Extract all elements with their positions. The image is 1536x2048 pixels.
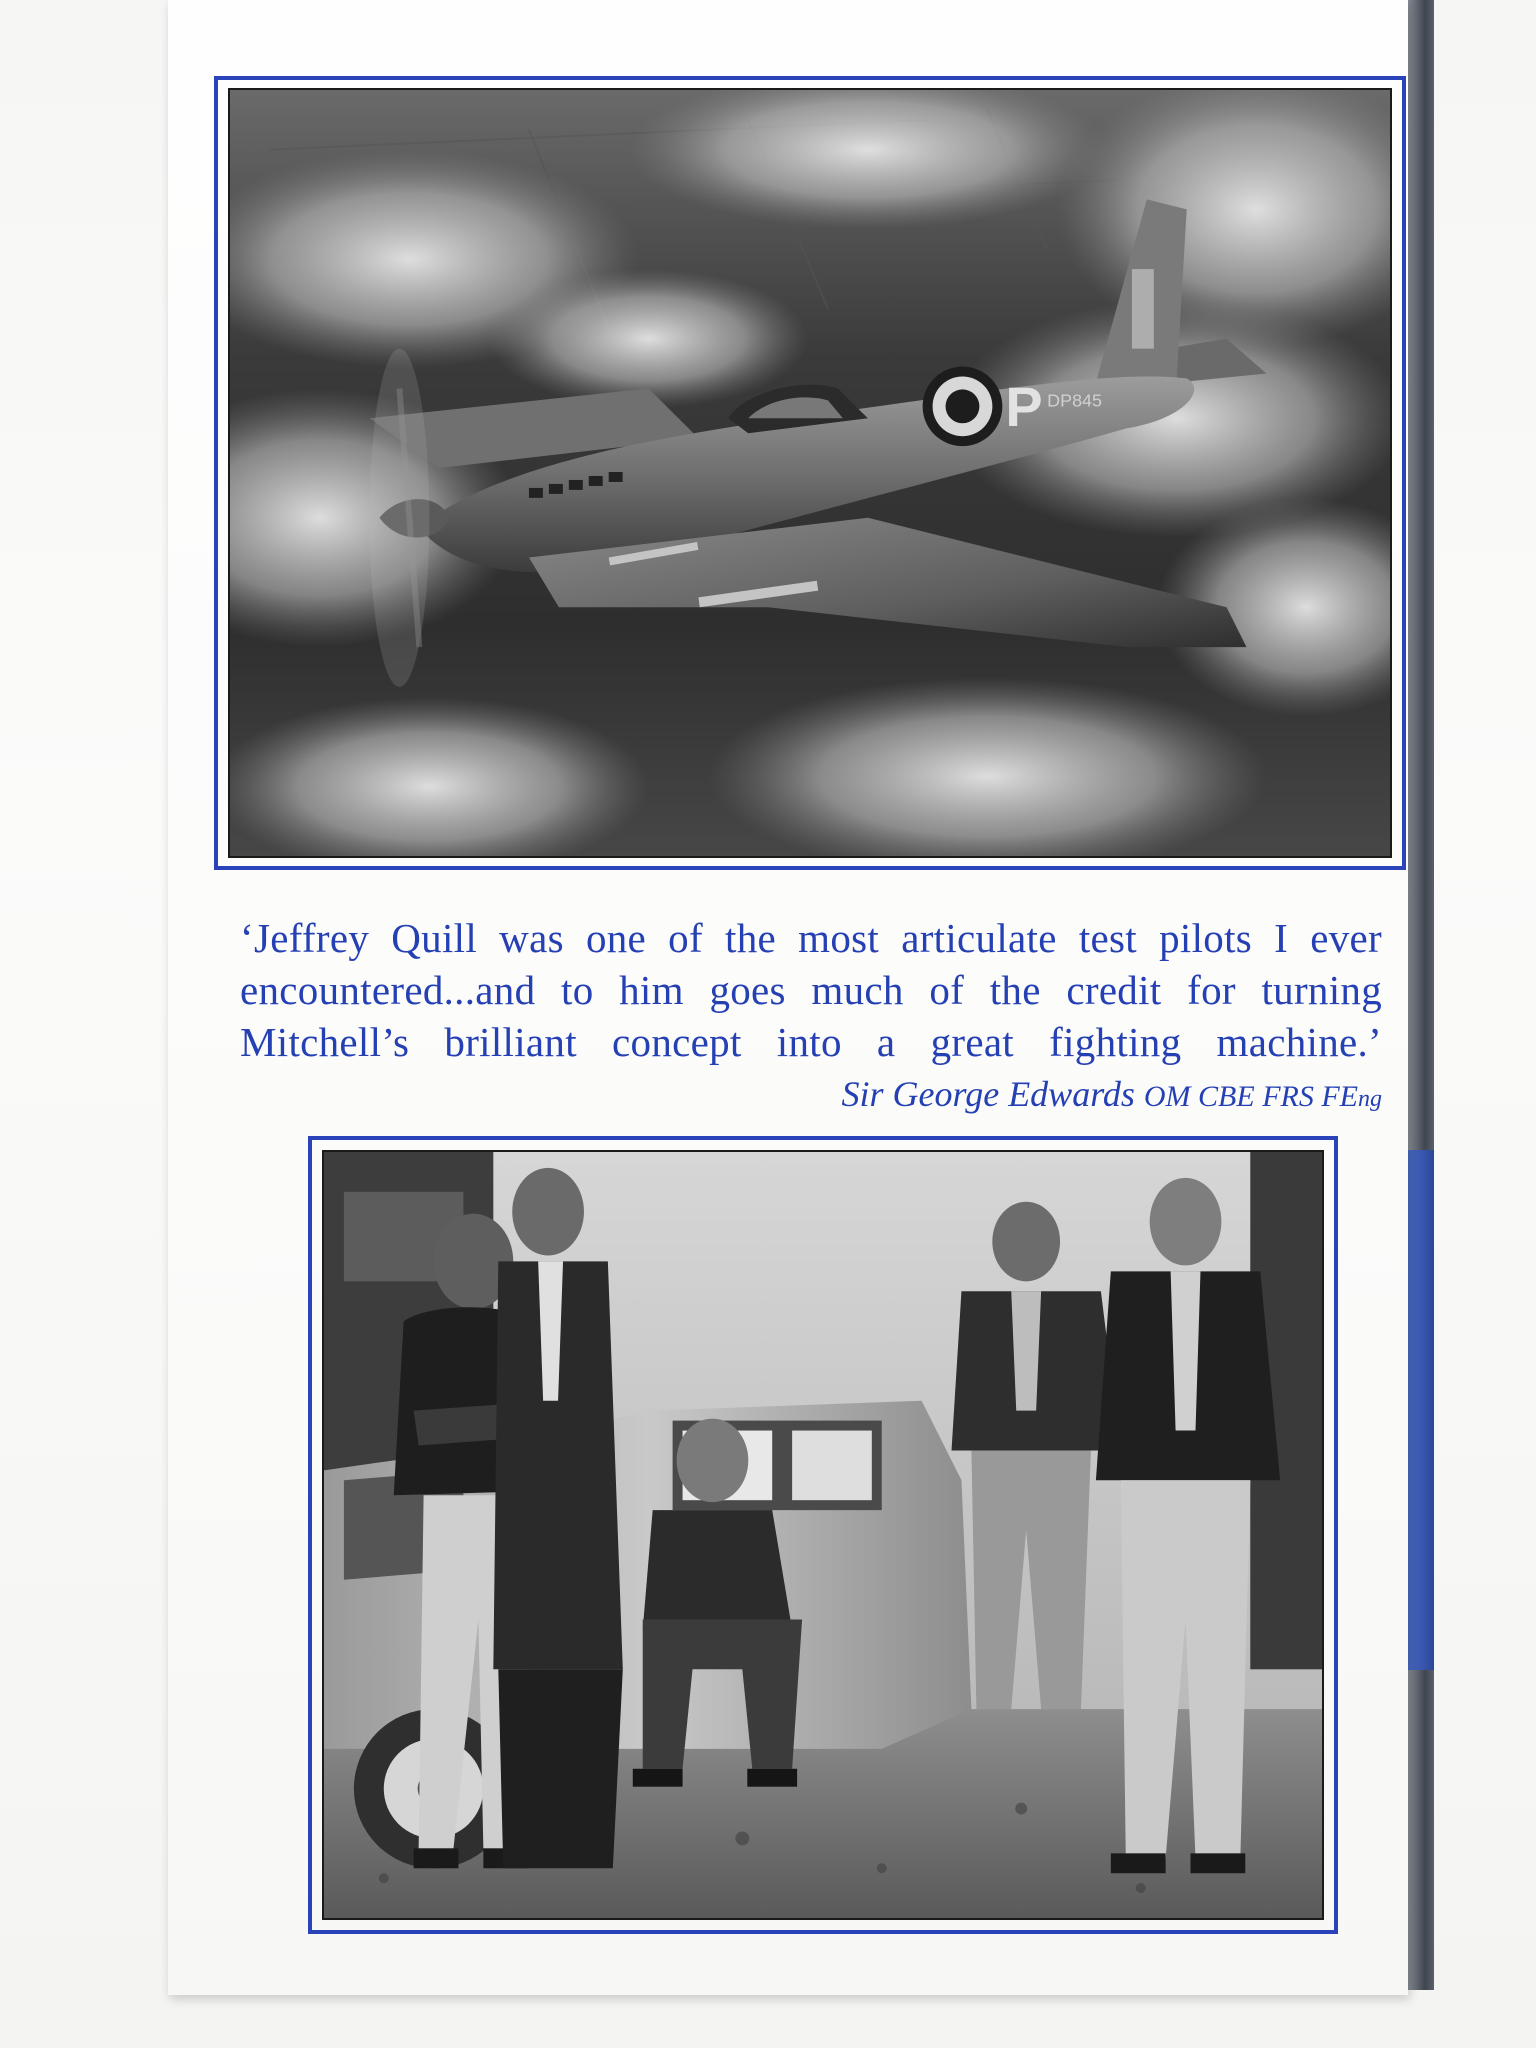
attribution-honours: OM CBE FRS FE xyxy=(1143,1080,1358,1113)
aircraft-code-letter: P xyxy=(1005,376,1043,439)
aircraft-photo-image xyxy=(230,90,1390,856)
group-photo-image xyxy=(324,1152,1322,1918)
aircraft-serial: DP845 xyxy=(1047,390,1102,411)
quote-attribution xyxy=(240,1070,1382,1123)
book-spine-edge xyxy=(1404,0,1434,1990)
aircraft-photo xyxy=(228,88,1392,858)
group-photo xyxy=(322,1150,1324,1920)
quote-line-2: encountered...and to him goes much of the credit for turning xyxy=(240,967,1382,1013)
attribution-honours-tail: ng xyxy=(1358,1086,1382,1112)
quote-line-1: ‘Jeffrey Quill was one of the most articulate test pilots I ever xyxy=(240,915,1382,961)
person-2 xyxy=(493,1168,622,1868)
book-spine-blue-band xyxy=(1404,1150,1434,1670)
quote-line-3: Mitchell’s brilliant concept into a great fighting machine.’ xyxy=(240,1019,1382,1065)
attribution-name: Sir George Edwards xyxy=(841,1074,1135,1114)
endorsement-quote xyxy=(240,912,1382,1123)
